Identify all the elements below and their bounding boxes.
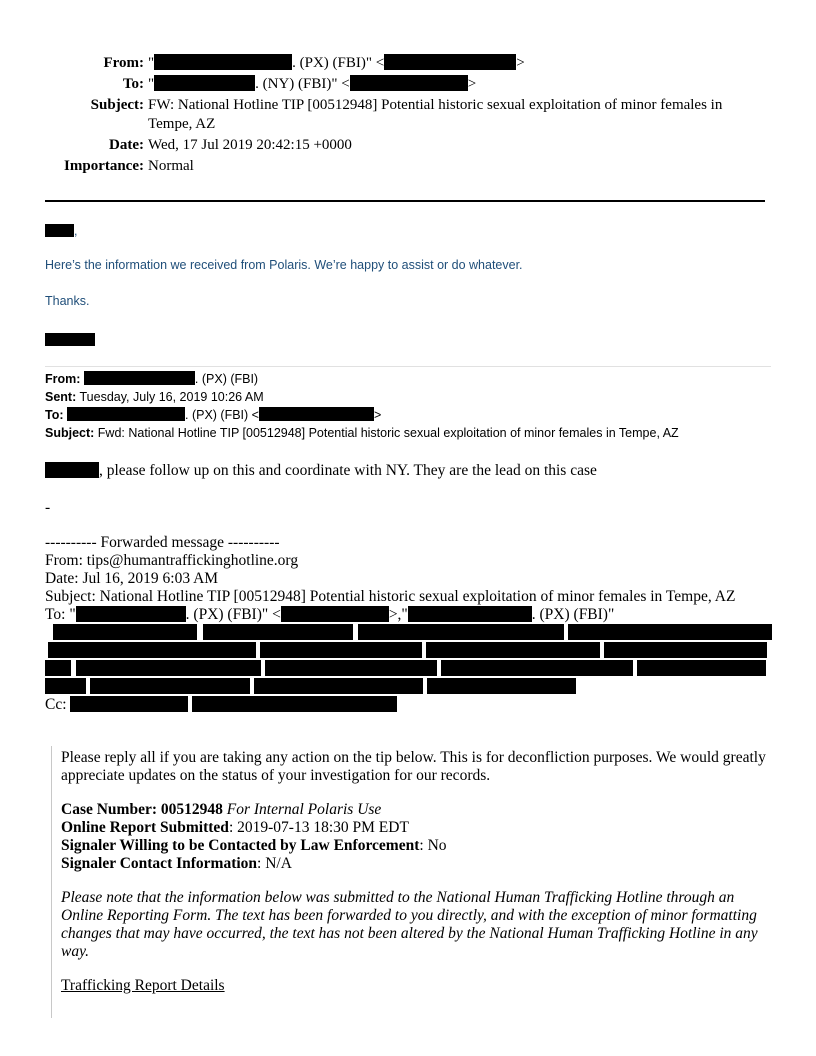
message-line-2: Thanks. <box>45 294 90 308</box>
header-divider <box>45 200 765 202</box>
fwd2-date: Date: Jul 16, 2019 6:03 AM <box>45 570 219 587</box>
fwd2-to-mid1: . (PX) (FBI)" < <box>185 606 281 623</box>
redaction-block <box>281 606 389 622</box>
contact-label: Signaler Contact Information <box>61 855 258 872</box>
redaction-block <box>70 696 188 712</box>
to-mid: . (NY) (FBI)" < <box>255 76 350 92</box>
online-value: : 2019-07-13 18:30 PM EDT <box>228 819 409 836</box>
fwd-from-label: From: <box>45 372 81 386</box>
date-row <box>0 136 816 155</box>
fwd-to-close: > <box>373 408 382 422</box>
case-number-row <box>61 801 773 819</box>
to-row <box>0 75 816 94</box>
importance-label: Importance: <box>64 158 144 174</box>
subject-value: FW: National Hotline TIP [00512948] Potential historic sexual exploitation of minor females in Tempe, AZ <box>148 97 723 132</box>
fwd-body-dash: - <box>45 499 51 516</box>
fwd-sent-value: Tuesday, July 16, 2019 10:26 AM <box>79 390 264 404</box>
redaction-block <box>45 224 74 237</box>
forward-divider <box>45 366 771 367</box>
redaction-block <box>259 407 374 421</box>
from-row <box>0 54 816 73</box>
greeting <box>45 224 77 238</box>
fwd2-to-prefix: To: " <box>45 606 76 623</box>
fwd2-subject: Subject: National Hotline TIP [00512948] Potential historic sexual exploitation of minor females in Tempe, AZ <box>45 588 736 605</box>
details-link-text[interactable]: Trafficking Report Details <box>61 977 225 994</box>
fwd2-from: From: tips@humantraffickinghotline.org <box>45 552 299 569</box>
fwd-subject-row <box>45 424 679 442</box>
redaction-block <box>53 624 197 640</box>
redaction-block <box>154 75 255 91</box>
redaction-block <box>203 624 353 640</box>
from-close: > <box>516 55 525 71</box>
fwd-subject-value: Fwd: National Hotline TIP [00512948] Potential historic sexual exploitation of minor females in Tempe, AZ <box>97 426 679 440</box>
fwd2-to-line <box>45 606 614 624</box>
fwd-sent-row <box>45 388 679 406</box>
fwd-from-value: . (PX) (FBI) <box>194 372 259 386</box>
signature-redaction <box>45 333 95 346</box>
redaction-block <box>408 606 532 622</box>
redaction-block <box>604 642 767 658</box>
case-label: Case Number: 00512948 <box>61 801 223 818</box>
redaction-block <box>427 678 576 694</box>
redaction-block <box>254 678 423 694</box>
tip-quote <box>61 749 773 1011</box>
to-close: > <box>467 76 477 92</box>
redaction-block <box>426 642 600 658</box>
from-value <box>148 54 764 73</box>
fwd2-cc-label: Cc: <box>45 696 67 713</box>
subject-row <box>0 96 816 134</box>
importance-value: Normal <box>148 158 194 174</box>
redaction-block <box>265 660 437 676</box>
from-mid: . (PX) (FBI)" < <box>292 55 385 71</box>
fwd2-cc-line <box>45 696 397 714</box>
from-label: From: <box>103 55 144 71</box>
fwd-sent-label: Sent: <box>45 390 77 404</box>
willing-label: Signaler Willing to be Contacted by Law Enforcement <box>61 837 420 854</box>
redaction-block <box>84 371 195 385</box>
redaction-block <box>384 54 516 70</box>
contact-value: : N/A <box>257 855 292 872</box>
fwd-to-value: . (PX) (FBI) < <box>185 408 259 422</box>
fwd-body-text: , please follow up on this and coordinate with NY. They are the lead on this case <box>99 462 597 479</box>
to-quote: " <box>148 76 155 92</box>
online-report-row <box>61 819 773 837</box>
tip-intro: Please reply all if you are taking any action on the tip below. This is for deconfliction purposes. We would greatly appreciate updates on the status of your investigation for our records. <box>61 749 766 784</box>
contact-row <box>61 855 773 873</box>
case-note: For Internal Polaris Use <box>222 801 382 818</box>
to-value <box>148 75 764 94</box>
to-label: To: <box>122 76 144 92</box>
date-value: Wed, 17 Jul 2019 20:42:15 +0000 <box>148 137 352 153</box>
redaction-block <box>568 624 772 640</box>
from-quote: " <box>148 55 155 71</box>
willing-row <box>61 837 773 855</box>
redaction-block <box>350 75 468 91</box>
redacted-recipients <box>45 623 772 698</box>
subject-label: Subject: <box>90 97 144 113</box>
fwd-body-line <box>45 462 597 480</box>
quote-border <box>51 746 52 1018</box>
redaction-block <box>76 660 261 676</box>
importance-row <box>0 157 816 176</box>
redaction-block <box>192 696 397 712</box>
tip-note: Please note that the information below was submitted to the National Human Trafficking Hotline through an Online Reporting Form. The text has been forwarded to you directly, and with the exception of minor formatting changes that may have occurred, the text has not been altered by the National Human Trafficking Hotline in any way. <box>61 889 758 960</box>
redaction-block <box>260 642 422 658</box>
redaction-block <box>45 660 71 676</box>
willing-value: : No <box>419 837 447 854</box>
fwd2-to-mid3: . (PX) (FBI)" <box>531 606 615 623</box>
redaction-block <box>90 678 250 694</box>
trafficking-report-details-link[interactable] <box>61 977 773 995</box>
greeting-suffix: , <box>74 224 78 238</box>
redaction-block <box>441 660 633 676</box>
online-label: Online Report Submitted <box>61 819 229 836</box>
redaction-block <box>358 624 564 640</box>
fwd2-to-mid2: >," <box>388 606 408 623</box>
message-line-1: Here’s the information we received from Polaris. We’re happy to assist or do whatever. <box>45 258 523 272</box>
redaction-block <box>154 54 292 70</box>
fwd-from-row <box>45 370 679 388</box>
forward-header <box>45 370 679 442</box>
redaction-block <box>67 407 185 421</box>
fwd-to-row <box>45 406 679 424</box>
redaction-block <box>48 642 256 658</box>
redaction-block <box>45 462 99 478</box>
forwarded-separator: ---------- Forwarded message ---------- <box>45 534 280 551</box>
redaction-block <box>76 606 186 622</box>
fwd-to-label: To: <box>45 408 64 422</box>
email-header <box>0 54 816 178</box>
fwd-subject-label: Subject: <box>45 426 95 440</box>
redaction-block <box>45 678 86 694</box>
redaction-block <box>637 660 766 676</box>
date-label: Date: <box>109 137 144 153</box>
